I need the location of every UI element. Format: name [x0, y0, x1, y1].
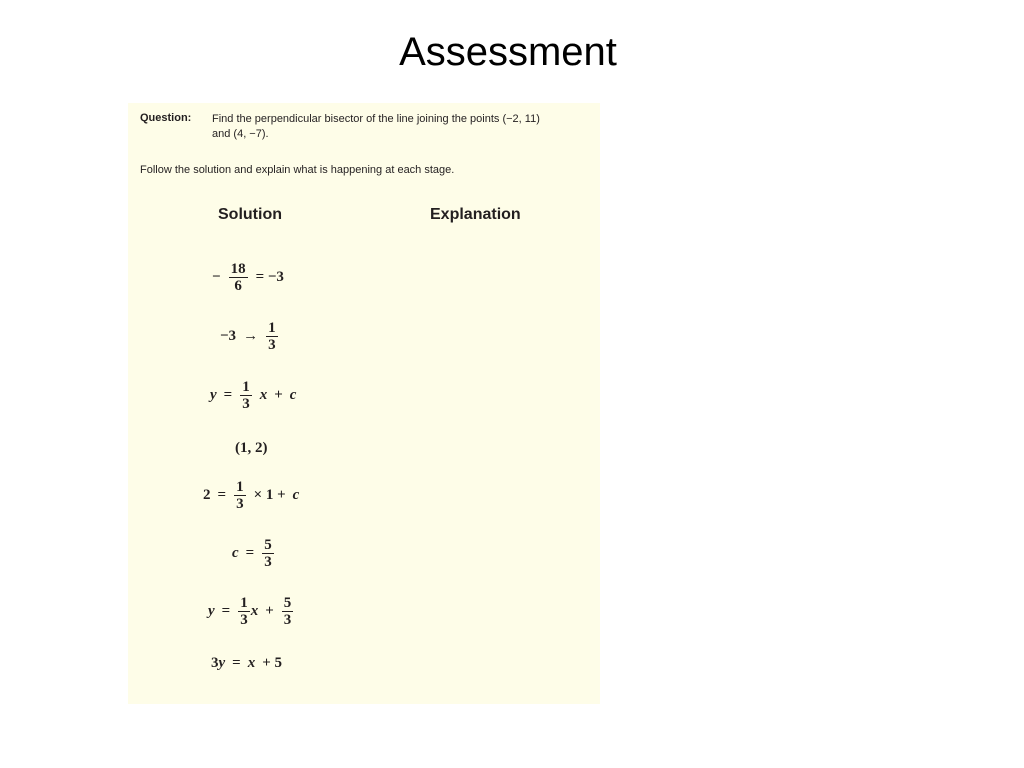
equals-sign: = [221, 603, 231, 619]
midpoint: (1, 2) [235, 440, 268, 456]
solution-step-5 [203, 479, 299, 512]
gradient-value: −3 [220, 328, 237, 344]
denominator: 6 [234, 278, 242, 294]
numerator: 1 [240, 595, 248, 611]
minus-sign: − [212, 269, 221, 285]
denominator: 3 [268, 337, 276, 353]
numerator: 5 [264, 537, 272, 553]
solution-header: Solution [218, 206, 282, 223]
denominator: 3 [283, 612, 292, 628]
y-value: 2 [203, 487, 211, 503]
numerator: 1 [242, 379, 250, 395]
coefficient: 3 [211, 655, 219, 671]
fraction [238, 595, 250, 628]
variable-x: x [259, 387, 268, 403]
equals-sign: = [217, 487, 227, 503]
variable-c: c [292, 487, 300, 503]
arrow-icon: → [243, 328, 259, 344]
variable-c: c [232, 545, 239, 561]
fraction [282, 595, 294, 628]
equals-sign: = [232, 655, 241, 671]
fraction [266, 320, 278, 353]
variable-x: x [247, 655, 256, 671]
slide-title: Assessment [399, 30, 617, 74]
instruction-text: Follow the solution and explain what is happening at each stage. [140, 164, 455, 176]
numerator: 1 [236, 479, 244, 495]
worksheet-panel [128, 103, 600, 704]
solution-step-4 [235, 440, 268, 457]
variable-y: y [208, 603, 215, 619]
question-text: Find the perpendicular bisector of the line joining the points (−2, 11) and (4, −7). [212, 113, 540, 140]
fraction [240, 379, 252, 412]
question-label: Question: [140, 112, 192, 124]
solution-step-2 [220, 320, 279, 353]
solution-step-1 [212, 261, 284, 294]
fraction [262, 537, 274, 570]
numerator: 5 [283, 595, 292, 611]
numerator: 18 [230, 261, 246, 277]
step-result: = −3 [255, 269, 284, 285]
solution-step-3 [210, 379, 296, 412]
times-one-plus: × 1 + [253, 487, 286, 503]
plus-sign: + [274, 387, 283, 403]
denominator: 3 [264, 554, 272, 570]
solution-step-7 [208, 595, 294, 628]
variable-y: y [210, 387, 217, 403]
fraction [229, 261, 248, 294]
solution-step-6 [232, 537, 275, 570]
solution-step-8 [211, 655, 282, 672]
equals-sign: = [245, 545, 255, 561]
numerator: 1 [268, 320, 276, 336]
variable-c: c [289, 387, 297, 403]
plus-sign: + [265, 603, 274, 619]
variable-x: x [250, 603, 259, 619]
fraction [234, 479, 246, 512]
explanation-header: Explanation [430, 206, 521, 223]
plus-five: + 5 [262, 655, 283, 671]
equals-sign: = [223, 387, 233, 403]
denominator: 3 [240, 612, 248, 628]
denominator: 3 [242, 396, 250, 412]
variable-y: y [218, 655, 226, 671]
denominator: 3 [236, 496, 244, 512]
